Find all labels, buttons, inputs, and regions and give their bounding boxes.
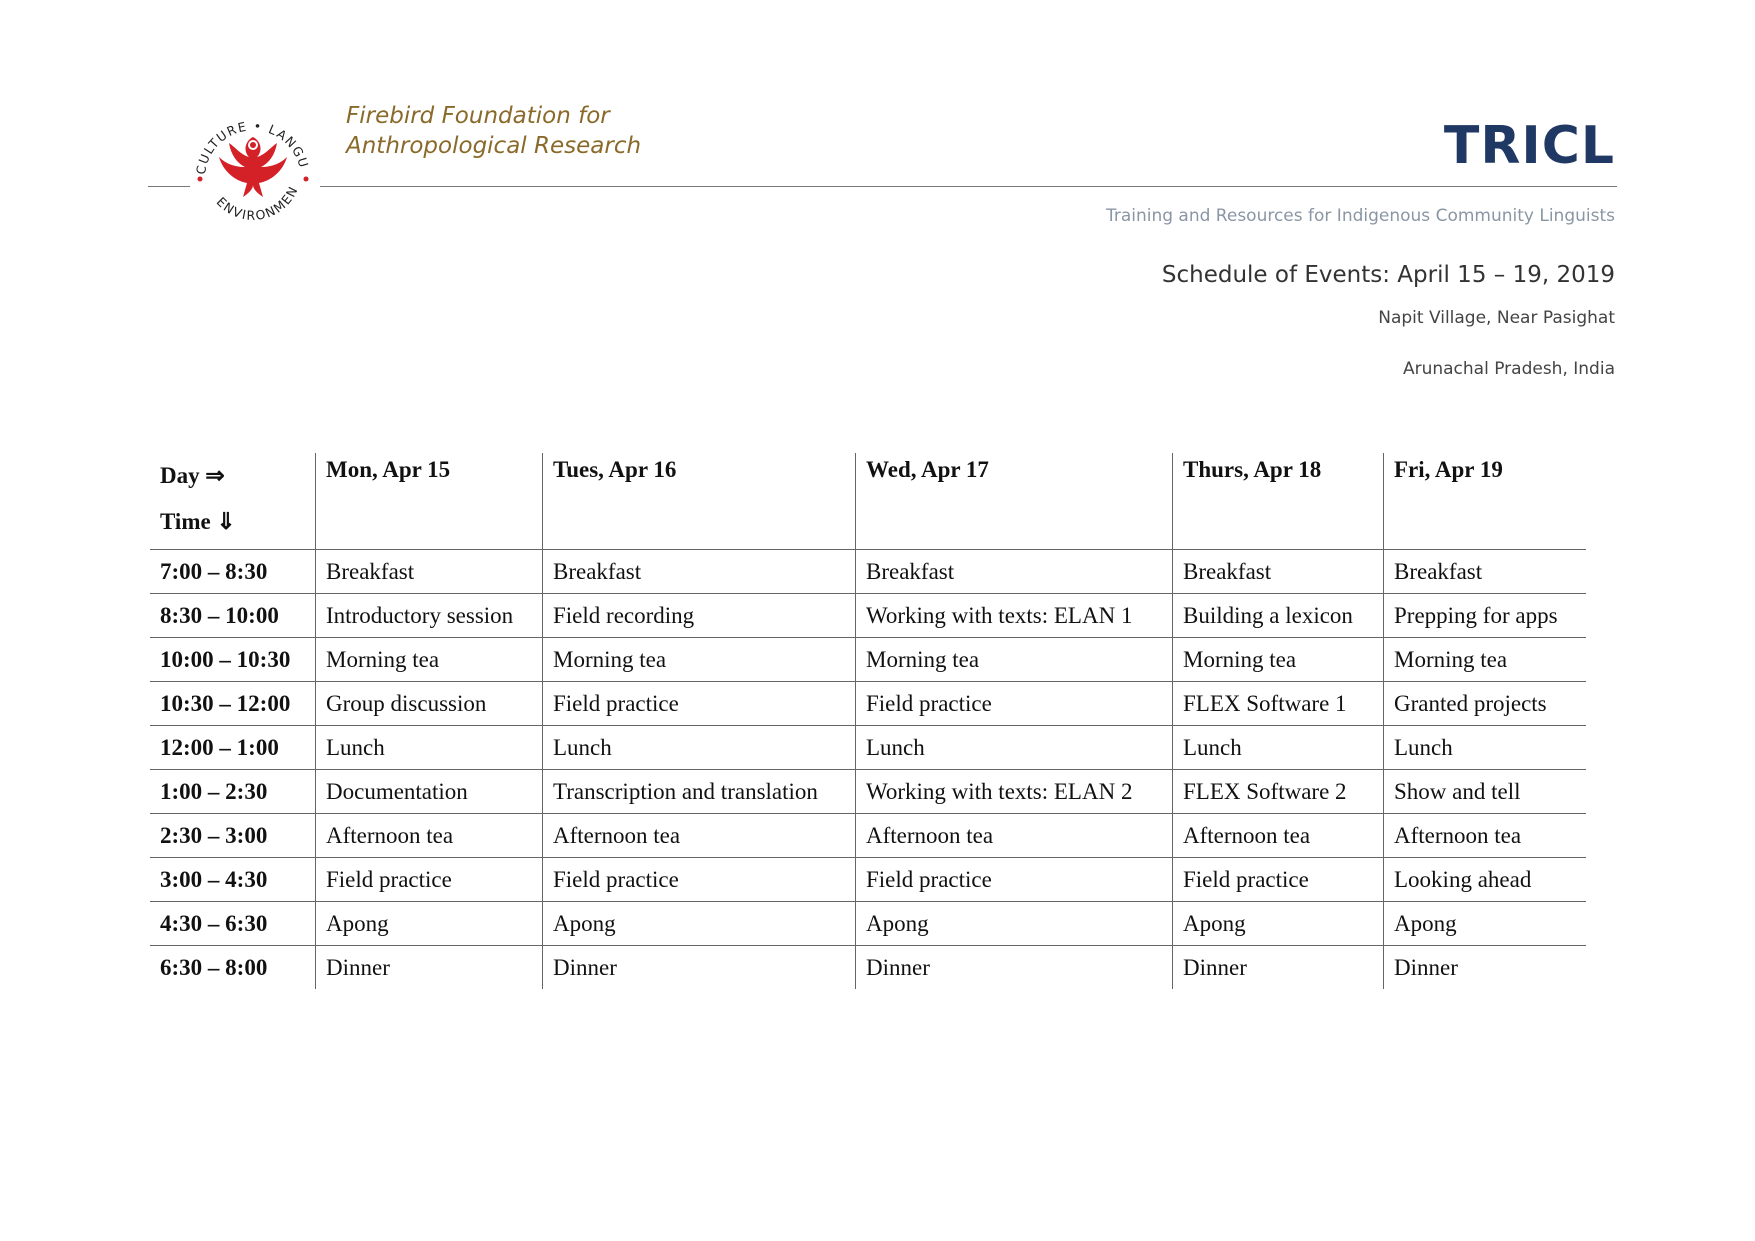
time-slot: 8:30 – 10:00 xyxy=(150,594,316,638)
event-cell: Field practice xyxy=(543,682,856,726)
event-cell: Field practice xyxy=(316,858,543,902)
logo-ring-text-bottom: ENVIRONMEN xyxy=(213,183,302,223)
event-cell: Breakfast xyxy=(1384,550,1587,594)
event-cell: Dinner xyxy=(316,946,543,990)
event-cell: Building a lexicon xyxy=(1173,594,1384,638)
day-header: Mon, Apr 15 xyxy=(316,453,543,550)
time-slot: 7:00 – 8:30 xyxy=(150,550,316,594)
event-cell: FLEX Software 2 xyxy=(1173,770,1384,814)
header-divider xyxy=(320,186,1617,187)
table-row xyxy=(150,550,1586,594)
day-header: Thurs, Apr 18 xyxy=(1173,453,1384,550)
event-cell: Lunch xyxy=(1384,726,1587,770)
time-slot: 6:30 – 8:00 xyxy=(160,954,268,980)
organization-name: Firebird Foundation for Anthropological Research xyxy=(346,103,642,159)
table-row xyxy=(150,770,1586,814)
event-cell: Apong xyxy=(1384,902,1587,946)
event-cell: Breakfast xyxy=(316,550,543,594)
table-row xyxy=(150,594,1586,638)
day-header: Tues, Apr 16 xyxy=(543,453,856,550)
firebird-phoenix-icon xyxy=(183,99,323,239)
event-cell: Group discussion xyxy=(316,682,543,726)
day-header: Wed, Apr 17 xyxy=(856,453,1173,550)
header-divider-left xyxy=(148,186,190,187)
event-cell: Morning tea xyxy=(1384,638,1587,682)
time-slot: 4:30 – 6:30 xyxy=(150,902,316,946)
corner-day-label: Day ⇒ xyxy=(160,463,225,488)
event-cell: Dinner xyxy=(543,946,856,990)
brand-tagline: Training and Resources for Indigenous Community Linguists xyxy=(1105,206,1615,226)
event-cell: Lunch xyxy=(543,726,856,770)
event-cell: Dinner xyxy=(1173,946,1384,990)
time-slot: 1:00 – 2:30 xyxy=(150,770,316,814)
event-cell: Afternoon tea xyxy=(316,814,543,858)
time-slot: 10:30 – 12:00 xyxy=(150,682,316,726)
event-cell: Field practice xyxy=(1173,858,1384,902)
event-cell: Documentation xyxy=(316,770,543,814)
table-row xyxy=(150,682,1586,726)
time-slot: 12:00 – 1:00 xyxy=(150,726,316,770)
event-cell: Apong xyxy=(316,902,543,946)
event-cell: Dinner xyxy=(856,946,1173,990)
corner-header xyxy=(150,453,316,550)
event-cell: Afternoon tea xyxy=(543,814,856,858)
event-cell: Breakfast xyxy=(1173,550,1384,594)
event-cell: FLEX Software 1 xyxy=(1173,682,1384,726)
event-cell: Morning tea xyxy=(856,638,1173,682)
event-cell: Afternoon tea xyxy=(856,814,1173,858)
event-cell: Field practice xyxy=(543,858,856,902)
table-row xyxy=(150,726,1586,770)
event-cell: Dinner xyxy=(1384,946,1587,990)
logo-ring-text-top: CULTURE • LANGU xyxy=(192,118,312,176)
firebird-logo xyxy=(183,99,323,239)
event-cell: Apong xyxy=(1173,902,1384,946)
brand-title: TRICL xyxy=(1443,116,1615,176)
event-cell: Lunch xyxy=(856,726,1173,770)
event-cell: Field practice xyxy=(856,682,1173,726)
table-row xyxy=(150,902,1586,946)
event-cell: Show and tell xyxy=(1384,770,1587,814)
event-cell: Field recording xyxy=(543,594,856,638)
event-cell: Morning tea xyxy=(543,638,856,682)
location-village: Napit Village, Near Pasighat xyxy=(1378,308,1615,328)
event-cell: Working with texts: ELAN 2 xyxy=(856,770,1173,814)
corner-time-label: Time ⇓ xyxy=(160,509,236,534)
time-slot: 3:00 – 4:30 xyxy=(150,858,316,902)
event-cell: Granted projects xyxy=(1384,682,1587,726)
event-cell: Breakfast xyxy=(543,550,856,594)
event-cell: Afternoon tea xyxy=(1384,814,1587,858)
table-header-row xyxy=(150,453,1586,550)
schedule-title: Schedule of Events: April 15 – 19, 2019 xyxy=(1161,262,1615,288)
event-cell: Lunch xyxy=(1173,726,1384,770)
time-slot: 2:30 – 3:00 xyxy=(150,814,316,858)
location-state: Arunachal Pradesh, India xyxy=(1402,359,1615,379)
event-cell: Lunch xyxy=(316,726,543,770)
event-cell: Working with texts: ELAN 1 xyxy=(856,594,1173,638)
event-cell: Breakfast xyxy=(856,550,1173,594)
table-row xyxy=(150,814,1586,858)
event-cell: Looking ahead xyxy=(1384,858,1587,902)
table-row xyxy=(150,858,1586,902)
event-cell: Afternoon tea xyxy=(1173,814,1384,858)
event-cell: Field practice xyxy=(856,858,1173,902)
event-cell: Apong xyxy=(856,902,1173,946)
event-cell: Transcription and translation xyxy=(543,770,856,814)
schedule-table xyxy=(150,453,1586,989)
table-row xyxy=(150,638,1586,682)
event-cell: Morning tea xyxy=(1173,638,1384,682)
event-cell: Introductory session xyxy=(316,594,543,638)
time-slot: 10:00 – 10:30 xyxy=(150,638,316,682)
day-header: Fri, Apr 19 xyxy=(1384,453,1587,550)
phoenix-shape xyxy=(219,137,287,197)
table-row xyxy=(150,946,1586,990)
event-cell: Prepping for apps xyxy=(1384,594,1587,638)
event-cell: Morning tea xyxy=(316,638,543,682)
event-cell: Apong xyxy=(543,902,856,946)
